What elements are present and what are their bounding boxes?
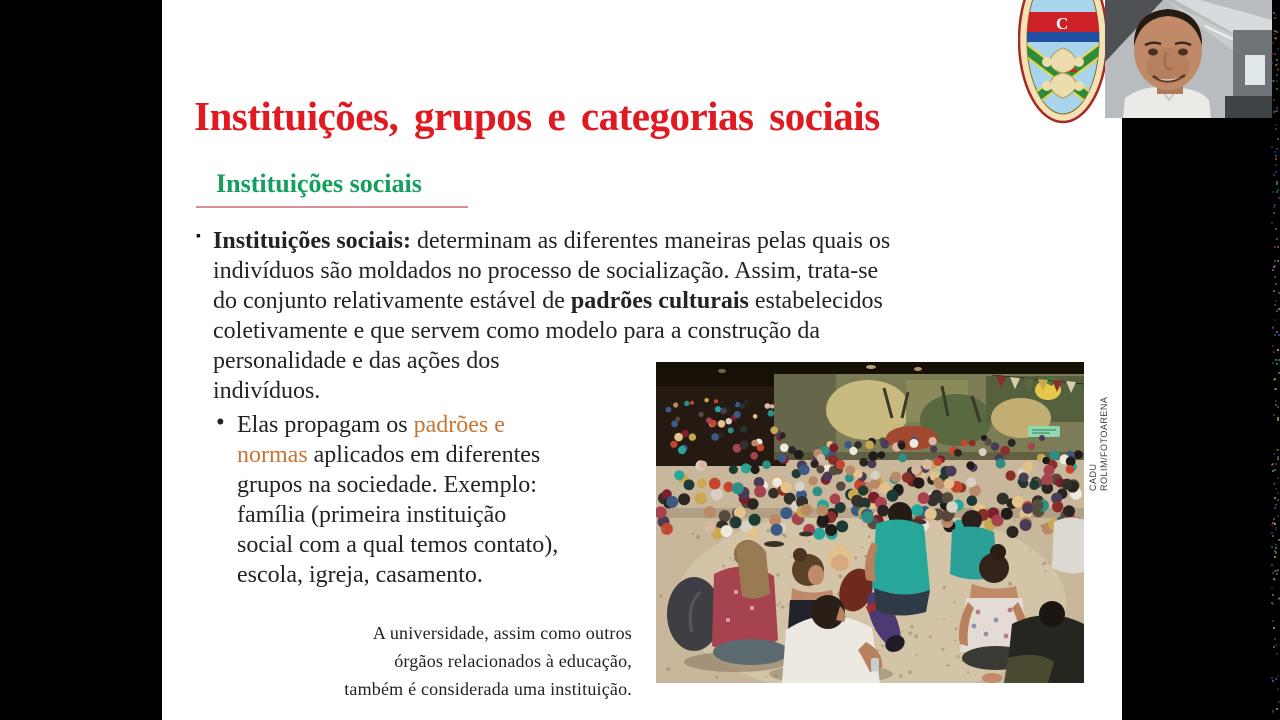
bullet-dot-icon: • xyxy=(216,409,225,436)
left-letterbox-bar xyxy=(0,0,162,720)
webcam-graphic xyxy=(1105,0,1272,118)
school-crest-logo xyxy=(1018,0,1108,126)
definition-paragraph: Instituições sociais: determinam as diferentes maneiras pelas quais os indivíduos são moldados no processo de socialização. Assim, trata-se do conjunto relativamente estável de padrões culturais estabelecidos coletivamente e que servem como modelo para a construção da personalidade e das ações dos indivíduos. xyxy=(213,228,891,404)
photo-credit xyxy=(1088,373,1110,491)
assembly-photo xyxy=(656,362,1084,683)
crest-letter: C xyxy=(1056,14,1069,33)
slide-title: Instituições, grupos e categorias sociais xyxy=(194,93,880,139)
video-noise-strip xyxy=(1271,0,1280,720)
square-bullet-icon: ▪ xyxy=(196,229,201,244)
assembly-photo-graphic xyxy=(656,362,1084,683)
photo-credit-line1: CADU xyxy=(1088,463,1098,491)
university-note: A universidade, assim como outros órgãos relacionados à educação, também é considerada uma instituição. xyxy=(344,623,632,699)
section-heading: Instituições sociais xyxy=(216,169,422,198)
photo-credit-line2: ROLIM/FOTOARENA xyxy=(1099,396,1109,491)
propagation-bullet: Elas propagam os padrões e normas aplicados em diferentes grupos na sociedade. Exemplo: família (primeira instituição social com a qual temos contato), escola, igreja, casamento. xyxy=(237,412,559,588)
section-heading-underline xyxy=(196,206,468,208)
instructor-webcam xyxy=(1105,0,1272,118)
